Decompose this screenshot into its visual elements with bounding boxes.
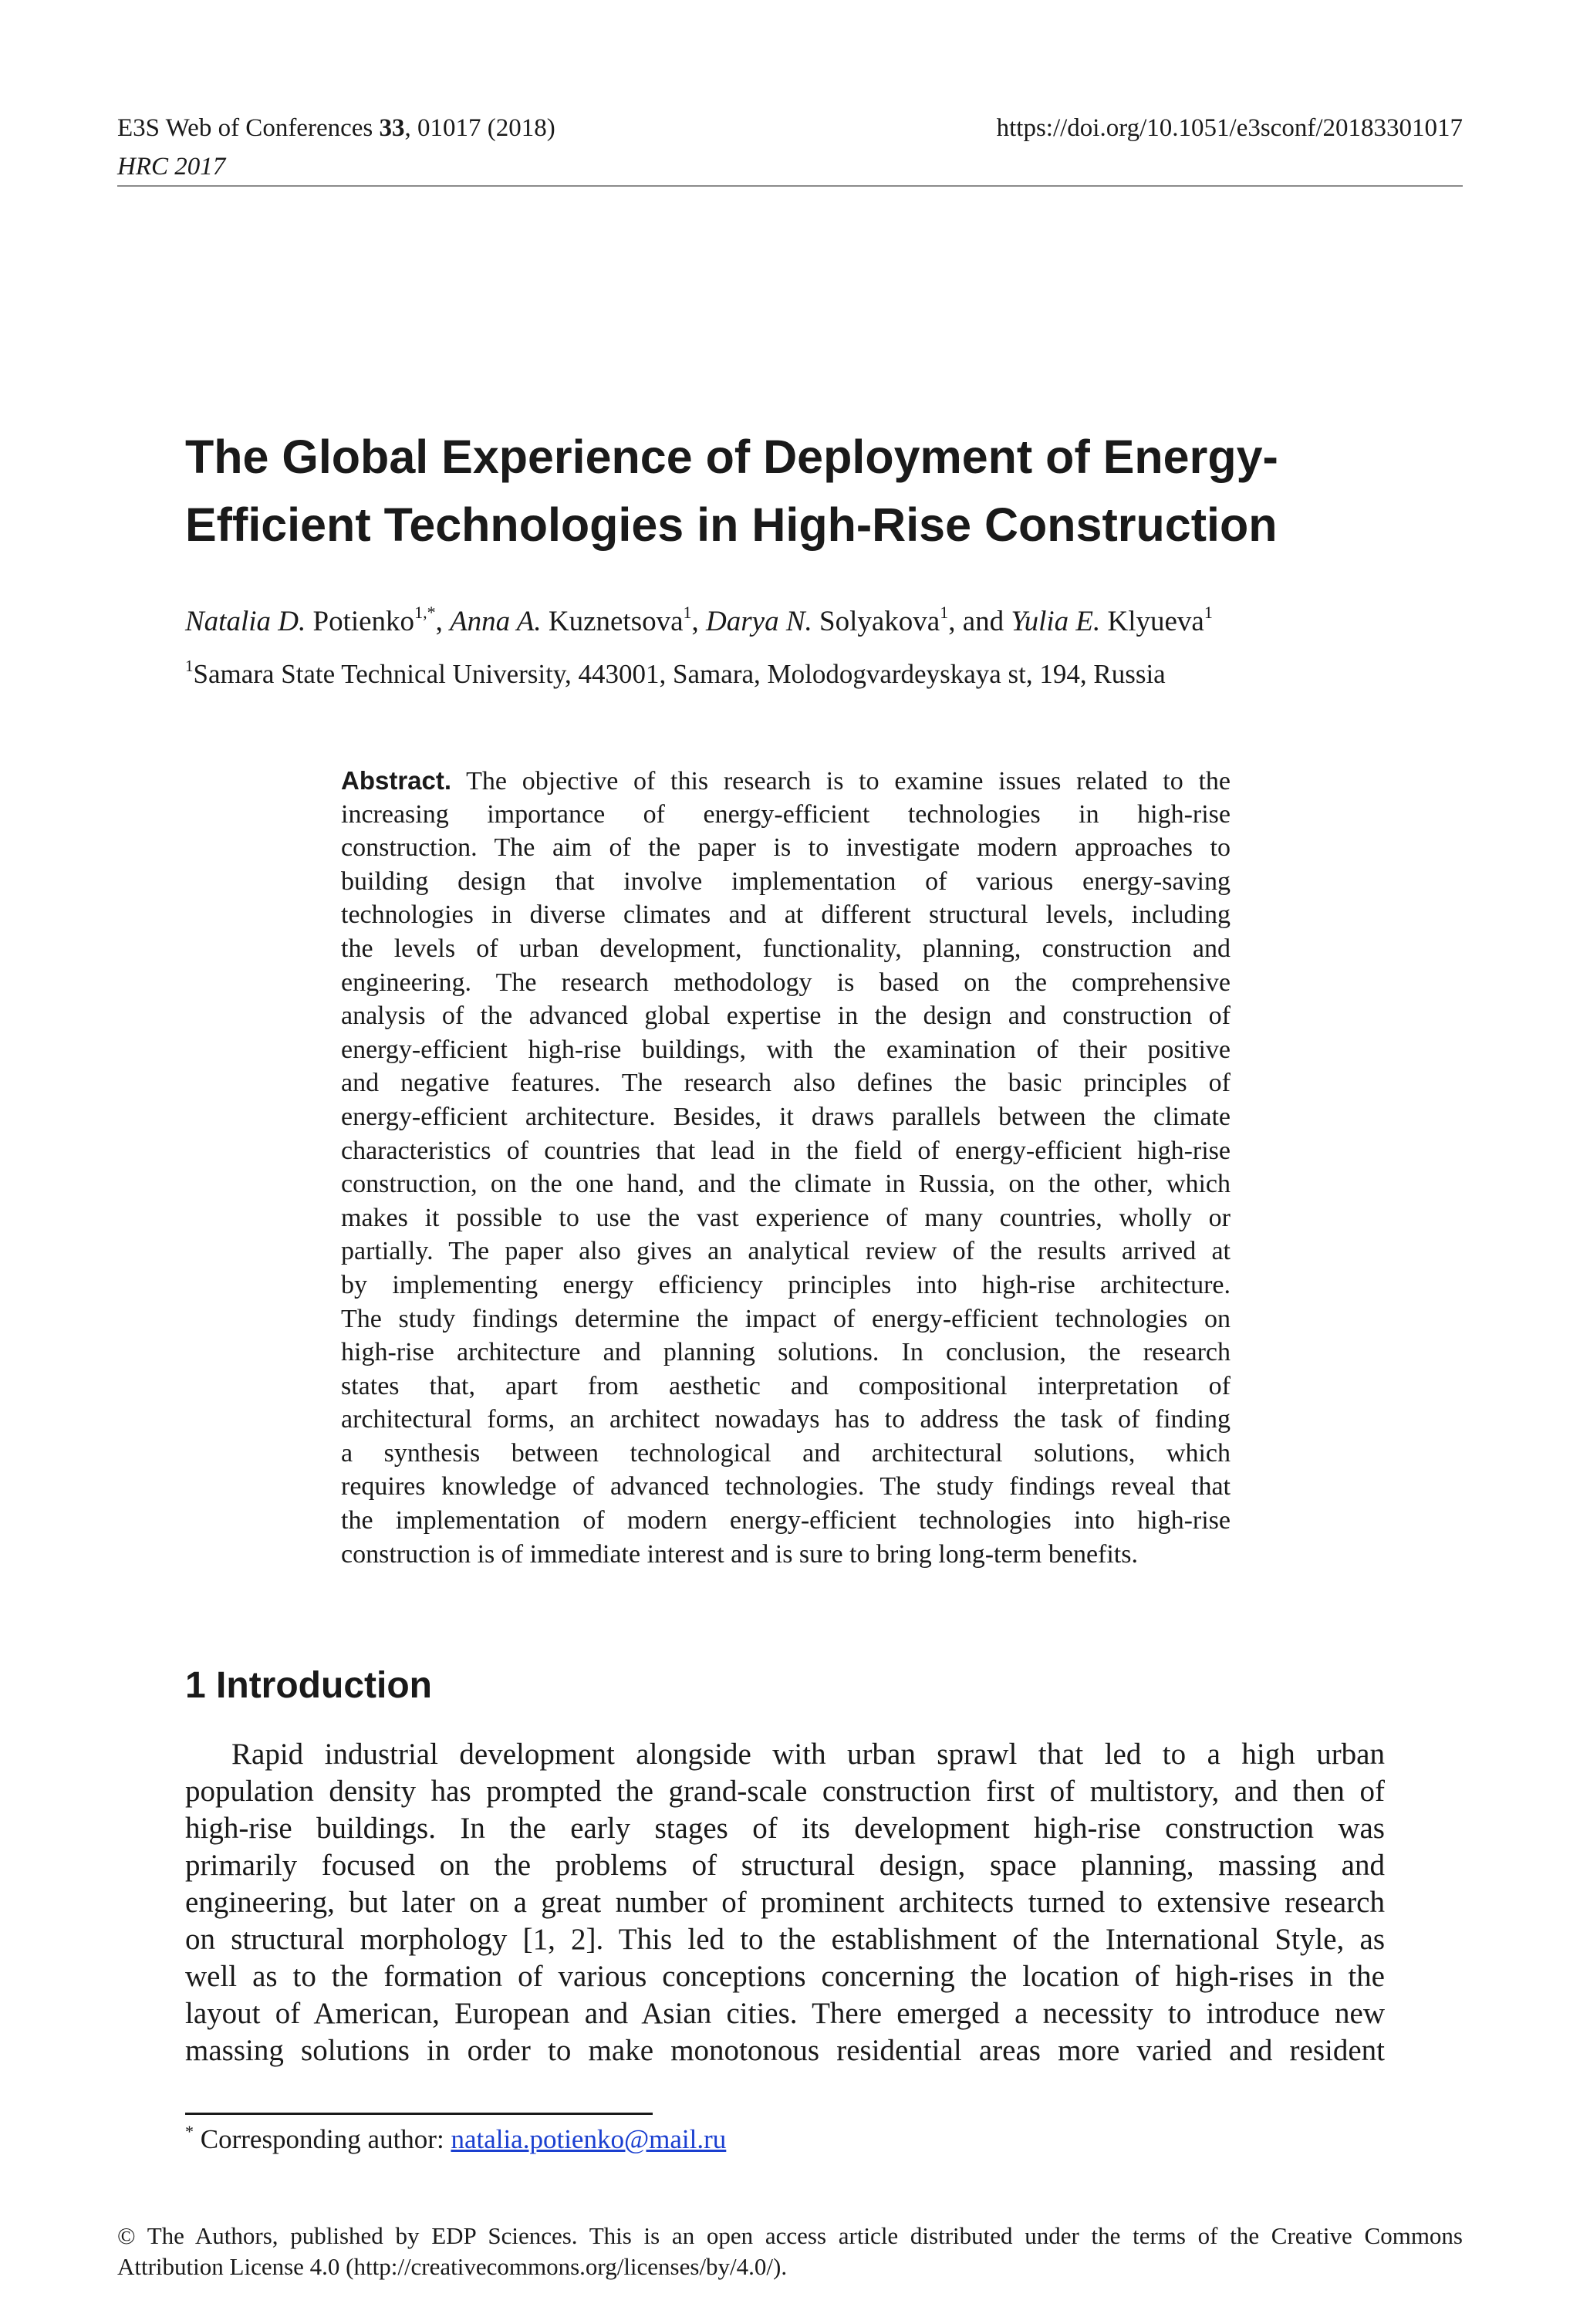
abstract-line: building design that involve implementation of various energy-saving bbox=[341, 866, 1231, 896]
author-given-name: Darya N. bbox=[706, 606, 812, 637]
abstract-line: the levels of urban development, functionality, planning, construction and bbox=[341, 934, 1231, 963]
abstract-line: requires knowledge of advanced technologies. The study findings reveal that bbox=[341, 1472, 1231, 1501]
license-notice bbox=[117, 2221, 1463, 2282]
body-line: massing solutions in order to make monotonous residential areas more varied and resident bbox=[185, 2034, 1385, 2067]
affiliation-mark: 1,* bbox=[414, 603, 436, 622]
title-line: Efficient Technologies in High-Rise Construction bbox=[185, 498, 1278, 551]
title-line: The Global Experience of Deployment of Energy- bbox=[185, 431, 1278, 483]
volume-number: 33 bbox=[379, 114, 405, 142]
body-line: well as to the formation of various conceptions concerning the location of high-rises in the bbox=[185, 1960, 1385, 1993]
author-given-name: Anna A. bbox=[450, 606, 542, 637]
footnote-label: Corresponding author: bbox=[194, 2124, 451, 2154]
body-line: on structural morphology [1, 2]. This led to the establishment of the International Style, as bbox=[185, 1923, 1385, 1956]
affiliation-mark: 1 bbox=[1204, 603, 1213, 622]
body-line: layout of American, European and Asian cities. There emerged a necessity to introduce new bbox=[185, 1997, 1385, 2030]
abstract-line: construction is of immediate interest and is sure to bring long-term benefits. bbox=[341, 1539, 1138, 1569]
body-line: engineering, but later on a great number of prominent architects turned to extensive research bbox=[185, 1886, 1385, 1919]
section-heading: 1 Introduction bbox=[185, 1665, 432, 1706]
body-line: Rapid industrial development alongside with urban sprawl that led to a high urban bbox=[231, 1738, 1385, 1771]
abstract-line: and negative features. The research also defines the basic principles of bbox=[341, 1069, 1231, 1098]
abstract-line: analysis of the advanced global expertise in the design and construction of bbox=[341, 1002, 1231, 1031]
abstract-line: engineering. The research methodology is based on the comprehensive bbox=[341, 968, 1231, 997]
body-line: population density has prompted the grand-scale construction first of multistory, and then of bbox=[185, 1775, 1385, 1808]
author-list: Natalia D. Potienko$^{1,*}$, Anna A. Kuznetsova$^1$, Darya N. Solyakova$^1$, and Yulia E. Klyueva$^1$ bbox=[185, 603, 1213, 637]
body-line: high-rise buildings. In the early stages of its development high-rise construction was bbox=[185, 1812, 1385, 1845]
author-family-name: Klyueva bbox=[1100, 606, 1204, 637]
abstract-line: Abstract. The objective of this research is to examine issues related to the bbox=[341, 766, 1231, 795]
abstract-line: characteristics of countries that lead in the field of energy-efficient high-rise bbox=[341, 1136, 1231, 1165]
license-line: © The Authors, published by EDP Sciences. This is an open access article distributed under the terms of the Creative Commons bbox=[117, 2222, 1463, 2249]
affiliation-mark: 1 bbox=[683, 603, 692, 622]
abstract-line: energy-efficient high-rise buildings, with the examination of their positive bbox=[341, 1035, 1231, 1064]
abstract-label: Abstract. bbox=[341, 766, 452, 795]
abstract-line: energy-efficient architecture. Besides, it draws parallels between the climate bbox=[341, 1102, 1231, 1131]
doi-link[interactable]: https://doi.org/10.1051/e3sconf/20183301017 bbox=[996, 114, 1463, 142]
author-email-link[interactable]: natalia.potienko@mail.ru bbox=[451, 2124, 727, 2154]
abstract-line: a synthesis between technological and architectural solutions, which bbox=[341, 1438, 1231, 1468]
abstract-line: architectural forms, an architect nowadays has to address the task of finding bbox=[341, 1405, 1231, 1434]
author-given-name: Natalia D. bbox=[185, 606, 306, 637]
author-family-name: Kuznetsova bbox=[541, 606, 684, 637]
journal-citation: E3S Web of Conferences 33, 01017 (2018) bbox=[117, 114, 555, 142]
abstract-line: increasing importance of energy-efficient technologies in high-rise bbox=[341, 799, 1231, 829]
author-given-name: Yulia E. bbox=[1011, 606, 1101, 637]
license-line: Attribution License 4.0 (http://creativecommons.org/licenses/by/4.0/). bbox=[117, 2253, 788, 2280]
abstract-line: The study findings determine the impact of energy-efficient technologies on bbox=[341, 1304, 1231, 1333]
author-family-name: Solyakova bbox=[812, 606, 940, 637]
abstract bbox=[341, 764, 1231, 1571]
body-line: primarily focused on the problems of structural design, space planning, massing and bbox=[185, 1849, 1385, 1882]
affiliation-mark: 1 bbox=[185, 657, 194, 675]
abstract-line: makes it possible to use the vast experience of many countries, wholly or bbox=[341, 1203, 1231, 1232]
footnote-mark: * bbox=[185, 2122, 194, 2141]
affiliation-text: Samara State Technical University, 443001, Samara, Molodogvardeyskaya st, 194, Russia bbox=[193, 659, 1166, 689]
header-divider bbox=[117, 185, 1463, 187]
footnote-divider bbox=[185, 2113, 653, 2115]
conference-name: HRC 2017 bbox=[117, 153, 226, 181]
abstract-line: the implementation of modern energy-efficient technologies into high-rise bbox=[341, 1506, 1231, 1535]
abstract-line: construction, on the one hand, and the climate in Russia, on the other, which bbox=[341, 1170, 1231, 1199]
abstract-line: partially. The paper also gives an analytical review of the results arrived at bbox=[341, 1237, 1231, 1266]
paper-title bbox=[185, 423, 1420, 559]
affiliation-mark: 1 bbox=[940, 603, 949, 622]
abstract-line: by implementing energy efficiency principles into high-rise architecture. bbox=[341, 1270, 1231, 1299]
abstract-line: states that, apart from aesthetic and compositional interpretation of bbox=[341, 1371, 1231, 1400]
abstract-line: technologies in diverse climates and at different structural levels, including bbox=[341, 900, 1231, 930]
affiliation bbox=[185, 654, 1166, 694]
author-family-name: Potienko bbox=[306, 606, 415, 637]
introduction-body bbox=[185, 1736, 1385, 2069]
footnote bbox=[185, 2120, 726, 2159]
abstract-line: high-rise architecture and planning solutions. In conclusion, the research bbox=[341, 1338, 1231, 1367]
abstract-line: construction. The aim of the paper is to investigate modern approaches to bbox=[341, 833, 1231, 863]
